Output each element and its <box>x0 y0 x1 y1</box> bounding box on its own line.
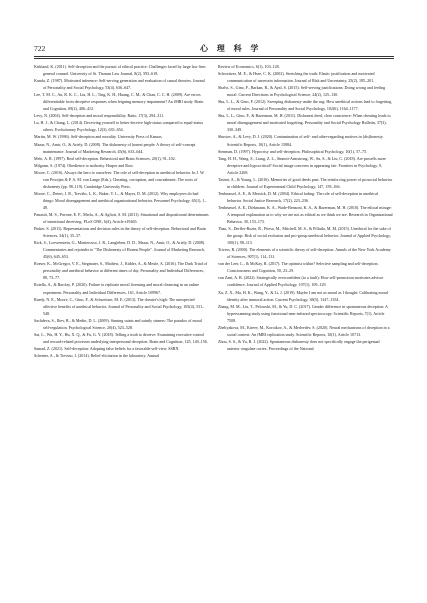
references-right-column <box>218 63 393 352</box>
header-rule-bottom <box>34 58 394 59</box>
reference-entry: Trivers, R. (2000). The elements of a scientific theory of self-deception. Annals of the New York Academy of Sciences, 907(1), 114–131. <box>218 247 391 260</box>
reference-entry: Kunda, Z. (1987). Motivated inference: Self-serving generation and evaluation of causal theories. Journal of Personality and Social Psychology, 53(4), 636–647. <box>34 78 205 91</box>
reference-entry: Zhang, M. M., Liu, T., Pelowski, M., & Yu, D. C. (2017). Gender difference in spontaneous deception: A hyperscanning study using functional near-infrared spectroscopy. Scientific Reports, 7(1), Article 7508. <box>218 303 388 323</box>
reference-entry: Rotella, A., & Barclay, P. (2020). Failure to replicate moral licensing and moral cleansing in an online experiment. Personality and Individual Differences, 161, Article 109967. <box>34 282 199 295</box>
reference-entry: Mazar, N., Amir, O., & Ariely, D. (2008). The dishonesty of honest people: A theory of self-concept maintenance. Journal of Marketing Research, 45(6), 633–644. <box>34 141 196 154</box>
reference-entry: Sachdeva, S., Iliev, R., & Medin, D. L. (2009). Sinning saints and saintly sinners: The paradox of moral self-regulation. Psychological Science, 20(4), 523–528. <box>34 317 202 330</box>
reference-entry: Zhou, S. S., & Yu, R. J. (2022). Spontaneous dishonesty does not specifically engage the perigenual anterior cingulate cortex. Proceedings of the National <box>218 338 380 351</box>
reference-entry: Shu, L. L., Gino, F., & Bazerman, M. H. (2011). Dishonest deed, clear conscience: When cheating leads to moral disengagement and motivated forgetting. Personality and Social Psychology Bulletin, 37(3), 330–349. <box>218 113 391 133</box>
reference-entry: Roeser, K., McGregor, V. E., Stegmaier, S., Mathew, J., Kübler, A., & Meule, A. (2016). The Dark Triad of personality and unethical behavior at different times of day. Personality and Individual Differences, 88, 73–77. <box>34 261 207 281</box>
reference-entry: Tasimi, A., & Young, L. (2016). Memories of good deeds past: The reinforcing power of prosocial behavior in children. Journal of Experimental Child Psychology, 147, 159–166. <box>218 176 393 189</box>
reference-entry: Tang, H. H., Wang, S., Liang, Z. L., Sinnott-Armstrong, W., Su, S., & Liu, C. (2018). Are proselfs more deceptive and hypocritical? Social image concerns in appearing fair. Frontiers in Psychology, 9, Article 2268. <box>218 155 386 175</box>
reference-entry: Panasiti, M. S., Pavone, E. F., Merla, A., & Aglioti, S. M. (2011). Situational and dispositional determinants of intentional deceiving. PLoS ONE, 6(4), Article e19465. <box>34 211 209 225</box>
reference-entry: Zheltyakova, M., Kireev, M., Korotkov, A., & Medvedev, S. (2020). Neural mechanisms of deception in a social context: An fMRI replication study. Scientific Reports, 10(1), Article 10713. <box>218 324 390 337</box>
reference-entry: Xu, Z. X., Ma, H. K., Wang, Y., & Li, J. (2019). Maybe I am not as moral as I thought: Calibrating moral identity after immoral action. Current Psychology, 38(5), 1347–1354. <box>218 289 388 302</box>
reference-entry: Shu, L. L., & Gino, F. (2012). Sweeping dishonesty under the rug: How unethical actions lead to forgetting of moral rules. Journal of Personality and Social Psychology, 102(6), 1164–1177. <box>218 99 392 112</box>
reference-entry: Samad, Z. (2021). Self-deception: Adopting false beliefs for a favorable self-view. SSRN. <box>34 345 180 351</box>
reference-entry: Review of Economics, 6(1), 103–128. <box>218 64 280 69</box>
reference-entry: Mele, A. R. (1997). Real self-deception. Behavioral and Brain Sciences, 20(1), 91–102. <box>34 155 176 161</box>
reference-entry: Schenter, A., & Trevino, I. (2014). Belief elicitation in the laboratory. Annual <box>34 352 160 358</box>
reference-entry: Sai, L., Wu, H. Y., Hu, X. Q., & Fu, G. Y. (2018). Telling a truth to deceive: Examining executive control and reward-related processes underlying interpersonal deception. Brain and Cognition, 125, 149–156. <box>34 331 208 344</box>
reference-entry: Shustov, A., & Levy, D. J. (2020). Contamination of self- and other-regarding motives in (dis)honesty. Scientific Reports, 10(1), Article 15884. <box>218 134 384 147</box>
reference-entry: Tenbrunsel, A. E., Diekmann, K. A., Wade-Benzoni, K. A., & Bazerman, M. H. (2010). The ethical mirage: A temporal explanation as to why we are not as ethical as we think we are. Research in Organizational Behavior, 30, 153–173. <box>218 204 393 225</box>
reference-entry: Schweitzer, M. E., & Hsee, C. K. (2002). Stretching the truth: Elastic justification and motivated communication of uncertain information. Journal of Risk and Uncertainty, 25(2), 185–201. <box>218 71 375 84</box>
reference-entry: Moore, C. (2016). Always the hero to ourselves: The role of self-deception in unethical behavior. In J. W. van Prooijen & P. A. M. van Lange (Eds.), Cheating, corruption, and concealment: The roots of dishonesty (pp. 98–119). Cambridge University Press. <box>34 169 205 189</box>
reference-entry: Milgram, S. (1974). Obedience to authority. Harper and Row. <box>34 162 134 168</box>
reference-entry: van der Leer, L., & McKay, R. (2017). The optimist within? Selective sampling and self-deception. Consciousness and Cognition, 50, 23–29. <box>218 261 379 274</box>
reference-entry: Shalvi, S., Gino, F., Barkan, R., & Ayal, S. (2015). Self-serving justifications: Doing wrong and feeling moral. Current Directions in Psychological Science, 24(2), 125–130. <box>218 85 386 98</box>
reference-entry: Rick, S., Loewenstein, G., Monterosso, J. R., Langleben, D. D., Mazar, N., Amir, O., & Ariely, D. (2008). Commentaries and rejoinder to "The Dishonesty of Honest People". Journal of Marketing Research, 45(6), 645–653. <box>34 240 206 260</box>
reference-entry: Tenbrunsel, A. E., & Messick, D. M. (2004). Ethical fading: The role of self-deception in unethical behavior. Social Justice Research, 17(2), 223–236. <box>218 190 379 203</box>
reference-entry: Stenman, D. (1997). Hypocrisy and self-deception. Philosophical Psychology, 10(1), 57–75. <box>218 148 368 154</box>
reference-entry: Kirkland, K. (2011). Self-deception and the pursuit of ethical practice: Challenges faced by large law firm general counsel. University of St. Thomas Law Journal, 8(2), 593–618. <box>34 64 206 77</box>
reference-entry: Lee, T. M. C., Au, R. K. C., Liu, H. L., Ting, K. H., Huang, C. M., & Chan, C. C. H. (2009). Are errors differentiable from deceptive responses when feigning memory impairment? An fMRI study. Brain and Cognition, 69(2), 406–412. <box>34 92 204 112</box>
references-left-column <box>34 63 209 359</box>
reference-entry: Martin, M. W. (1986). Self-deception and morality. University Press of Kansas. <box>34 134 163 140</box>
journal-title: 心 理 科 学 <box>200 44 262 53</box>
reference-entry: Pinker, S. (2011). Representations and decision rules in the theory of self-deception. Behavioral and Brain Sciences, 34(1), 35–37. <box>34 226 206 239</box>
reference-entry: van Zant, A. B. (2022). Strategically overconfident (to a fault): How self-promotion motivates advisor confidence. Journal of Applied Psychology, 107(1), 109–129. <box>218 275 384 288</box>
reference-entry: Moore, C., Detert, J. R., Treviño, L. K., Baker, V. L., & Mayer, D. M. (2012). Why employees do bad things: Moral disengagement and unethical organizational behavior. Personnel Psychology, 65(1), 1–48. <box>34 190 207 210</box>
page-header <box>34 44 394 56</box>
reference-entry: Ruedy, N. E., Moore, C., Gino, F., & Schweitzer, M. E. (2013). The cheater's high: The unexpected affective benefits of unethical behavior. Journal of Personality and Social Psychology, 105(4), 531–548. <box>34 296 205 316</box>
page-number: 722 <box>34 44 46 53</box>
reference-entry: Levy, N. (2004). Self-deception and moral responsibility. Ratio, 17(3), 294–311. <box>34 113 165 119</box>
reference-entry: Lu, H. J., & Chang, L. (2014). Deceiving yourself to better deceive high-status compared to equal-status others. Evolutionary Psychology, 12(3), 635–654. <box>34 120 204 133</box>
reference-entry: Thau, S., Derfler-Rozin, R., Pitesa, M., Mitchell, M. S., & Pillutla, M. M. (2015). Unethical for the sake of the group: Risk of social exclusion and pro-group unethical behavior. Journal of Applied Psychology, 100(1), 98–113. <box>218 226 391 246</box>
